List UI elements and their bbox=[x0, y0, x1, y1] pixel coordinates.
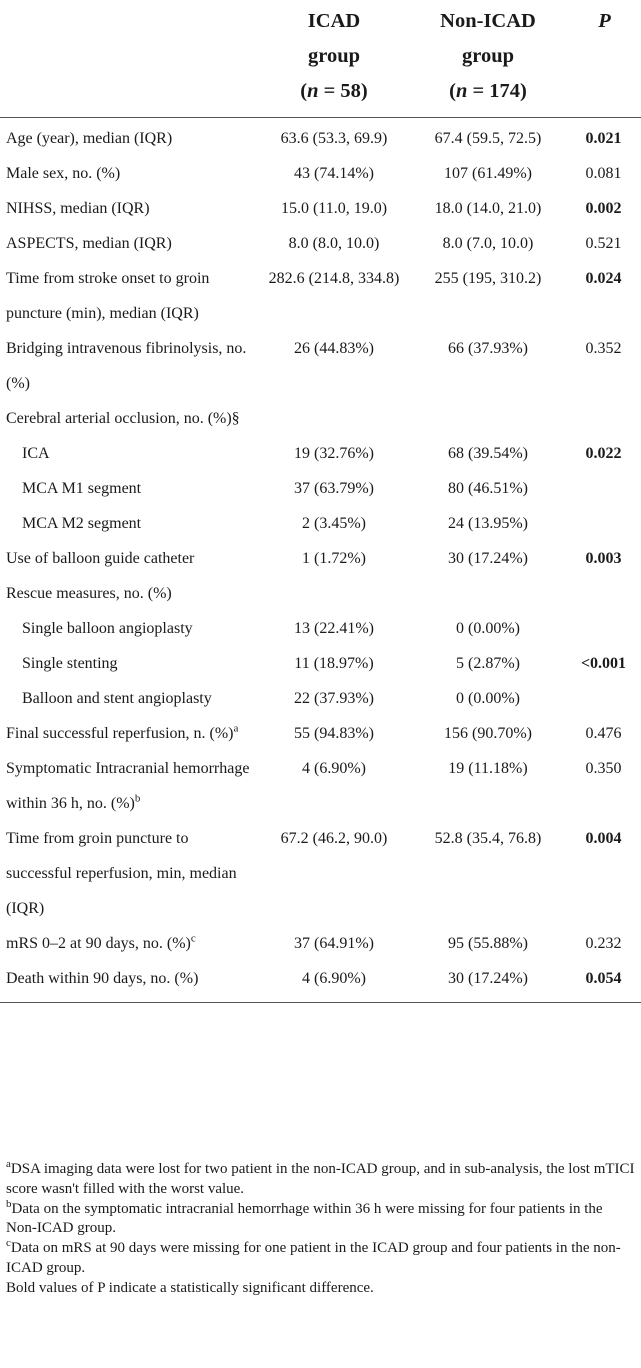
icad-value: 22 (37.93%) bbox=[294, 690, 374, 707]
icad-value: 4 (6.90%) bbox=[302, 970, 366, 987]
footnote-text: Bold values of P indicate a statistically significant difference. bbox=[6, 1279, 374, 1296]
non-icad-value: 19 (11.18%) bbox=[448, 760, 528, 777]
p-value: 0.004 bbox=[585, 830, 622, 847]
non-icad-value bbox=[410, 401, 566, 436]
table-row bbox=[0, 331, 641, 401]
icad-value: 8.0 (8.0, 10.0) bbox=[288, 235, 380, 252]
row-label-text: Time from stroke onset to groin puncture (min), median (IQR) bbox=[6, 270, 210, 322]
row-label-text: Time from groin puncture to successful reperfusion, min, median (IQR) bbox=[6, 830, 237, 917]
header-non-icad-group: Non-ICAD group (n = 174) bbox=[440, 10, 536, 102]
non-icad-value: 255 (195, 310.2) bbox=[434, 270, 542, 287]
icad-value: 55 (94.83%) bbox=[294, 725, 374, 742]
non-icad-value: 66 (37.93%) bbox=[448, 340, 528, 357]
table-row bbox=[0, 821, 641, 926]
header-p-value: P bbox=[598, 10, 611, 32]
row-label-text: Final successful reperfusion, n. (%) bbox=[6, 725, 234, 742]
row-label-text: ICA bbox=[22, 445, 50, 462]
row-label-text: Single balloon angioplasty bbox=[22, 620, 193, 637]
header-characteristic bbox=[0, 0, 258, 118]
table-row bbox=[0, 646, 641, 681]
non-icad-value: 30 (17.24%) bbox=[448, 970, 528, 987]
table-footnotes bbox=[6, 1160, 636, 1299]
row-label-text: MCA M2 segment bbox=[22, 515, 142, 532]
icad-value: 11 (18.97%) bbox=[294, 655, 374, 672]
p-value bbox=[566, 471, 641, 506]
p-value: 0.022 bbox=[585, 445, 622, 462]
footnote-text: DSA imaging data were lost for two patient in the non-ICAD group, and in sub-analysis, the lost mTICI score wasn't filled with the worst value. bbox=[6, 1161, 635, 1197]
table-body bbox=[0, 118, 641, 1003]
footnote bbox=[6, 1160, 636, 1200]
table-row bbox=[0, 261, 641, 331]
icad-value: 13 (22.41%) bbox=[294, 620, 374, 637]
non-icad-value: 67.4 (59.5, 72.5) bbox=[434, 130, 542, 147]
row-label bbox=[0, 961, 258, 1003]
non-icad-value: 52.8 (35.4, 76.8) bbox=[434, 830, 542, 847]
footnote-marker: b bbox=[134, 792, 141, 805]
icad-value: 2 (3.45%) bbox=[302, 515, 366, 532]
p-value bbox=[566, 506, 641, 541]
footnote-text: Data on mRS at 90 days were missing for one patient in the ICAD group and four patients in the non-ICAD group. bbox=[6, 1240, 621, 1276]
icad-value: 37 (64.91%) bbox=[294, 935, 374, 952]
footnote bbox=[6, 1197, 636, 1240]
non-icad-value: 95 (55.88%) bbox=[448, 935, 528, 952]
table-row bbox=[0, 226, 641, 261]
footnote-mark: a bbox=[6, 1158, 11, 1170]
footnote bbox=[6, 1239, 636, 1279]
icad-value: 282.6 (214.8, 334.8) bbox=[268, 270, 400, 287]
header-icad-group: ICAD group (n = 58) bbox=[300, 10, 368, 102]
table-row bbox=[0, 926, 641, 961]
p-value: 0.081 bbox=[585, 165, 622, 182]
table-row bbox=[0, 506, 641, 541]
row-label bbox=[0, 471, 258, 506]
table-row bbox=[0, 541, 641, 576]
row-label-text: Balloon and stent angioplasty bbox=[22, 690, 212, 707]
p-value bbox=[566, 611, 641, 646]
row-label-text: mRS 0–2 at 90 days, no. (%) bbox=[6, 935, 191, 952]
non-icad-value: 156 (90.70%) bbox=[444, 725, 532, 742]
row-label-text: Rescue measures, no. (%) bbox=[6, 585, 172, 602]
row-label-text: MCA M1 segment bbox=[22, 480, 142, 497]
icad-value: 67.2 (46.2, 90.0) bbox=[280, 830, 388, 847]
row-label bbox=[0, 751, 258, 821]
row-label bbox=[0, 576, 258, 611]
icad-value: 15.0 (11.0, 19.0) bbox=[280, 200, 388, 217]
icad-value: 37 (63.79%) bbox=[294, 480, 374, 497]
table-header bbox=[0, 0, 641, 118]
row-label bbox=[0, 436, 258, 471]
table-row bbox=[0, 436, 641, 471]
p-value: 0.054 bbox=[585, 970, 622, 987]
icad-value: 43 (74.14%) bbox=[294, 165, 374, 182]
icad-value: 1 (1.72%) bbox=[302, 550, 366, 567]
table-row bbox=[0, 716, 641, 751]
row-label-text: Cerebral arterial occlusion, no. (%)§ bbox=[6, 410, 240, 427]
icad-value: 26 (44.83%) bbox=[294, 340, 374, 357]
row-label bbox=[0, 681, 258, 716]
table-row bbox=[0, 681, 641, 716]
non-icad-value: 30 (17.24%) bbox=[448, 550, 528, 567]
row-label-text: Single stenting bbox=[22, 655, 118, 672]
table-row bbox=[0, 961, 641, 1003]
footnote-text: Data on the symptomatic intracranial hemorrhage within 36 h were missing for four patients in the Non-ICAD group. bbox=[6, 1200, 603, 1237]
table-row bbox=[0, 156, 641, 191]
table-row bbox=[0, 191, 641, 226]
p-value: 0.232 bbox=[585, 935, 622, 952]
row-label-text: ASPECTS, median (IQR) bbox=[6, 235, 172, 252]
p-value bbox=[566, 576, 641, 611]
footnote-marker: a bbox=[233, 722, 239, 735]
p-value: 0.002 bbox=[585, 200, 622, 217]
row-label-text: Age (year), median (IQR) bbox=[6, 130, 173, 147]
icad-value bbox=[258, 576, 410, 611]
non-icad-value: 5 (2.87%) bbox=[456, 655, 520, 672]
icad-value: 63.6 (53.3, 69.9) bbox=[280, 130, 388, 147]
table-row bbox=[0, 118, 641, 157]
footnote bbox=[6, 1279, 636, 1299]
non-icad-value: 107 (61.49%) bbox=[444, 165, 532, 182]
row-label-text: Death within 90 days, no. (%) bbox=[6, 970, 199, 987]
row-label bbox=[0, 156, 258, 191]
row-label-text: Symptomatic Intracranial hemorrhage within 36 h, no. (%) bbox=[6, 760, 250, 812]
row-label bbox=[0, 118, 258, 157]
non-icad-value: 18.0 (14.0, 21.0) bbox=[434, 200, 542, 217]
row-label bbox=[0, 646, 258, 681]
row-label bbox=[0, 611, 258, 646]
footnote-marker: c bbox=[190, 932, 196, 945]
header-row bbox=[0, 0, 641, 118]
row-label-text: Use of balloon guide catheter bbox=[6, 550, 195, 567]
non-icad-value: 0 (0.00%) bbox=[456, 620, 520, 637]
p-value: 0.021 bbox=[585, 130, 622, 147]
p-value: 0.350 bbox=[585, 760, 622, 777]
footnote-mark: c bbox=[6, 1237, 11, 1250]
table-row bbox=[0, 401, 641, 436]
p-value bbox=[566, 401, 641, 436]
table-row bbox=[0, 611, 641, 646]
table-row bbox=[0, 751, 641, 821]
icad-value bbox=[258, 401, 410, 436]
row-label bbox=[0, 226, 258, 261]
footnote-mark: b bbox=[6, 1197, 12, 1210]
non-icad-value: 0 (0.00%) bbox=[456, 690, 520, 707]
row-label bbox=[0, 506, 258, 541]
row-label bbox=[0, 821, 258, 926]
row-label bbox=[0, 261, 258, 331]
row-label bbox=[0, 401, 258, 436]
icad-value: 19 (32.76%) bbox=[294, 445, 374, 462]
p-value: 0.476 bbox=[585, 725, 622, 742]
row-label bbox=[0, 716, 258, 751]
p-value: <0.001 bbox=[580, 655, 627, 672]
row-label bbox=[0, 331, 258, 401]
non-icad-value bbox=[410, 576, 566, 611]
p-value: 0.024 bbox=[585, 270, 622, 287]
p-value: 0.521 bbox=[585, 235, 622, 252]
table-row bbox=[0, 576, 641, 611]
p-value: 0.003 bbox=[585, 550, 622, 567]
p-value: 0.352 bbox=[585, 340, 622, 357]
icad-value: 4 (6.90%) bbox=[302, 760, 366, 777]
table-row bbox=[0, 471, 641, 506]
non-icad-value: 80 (46.51%) bbox=[448, 480, 528, 497]
non-icad-value: 8.0 (7.0, 10.0) bbox=[442, 235, 534, 252]
row-label-text: Bridging intravenous fibrinolysis, no. (%) bbox=[6, 340, 247, 392]
non-icad-value: 68 (39.54%) bbox=[448, 445, 528, 462]
p-value bbox=[566, 681, 641, 716]
row-label bbox=[0, 541, 258, 576]
row-label-text: Male sex, no. (%) bbox=[6, 165, 121, 182]
row-label bbox=[0, 191, 258, 226]
row-label-text: NIHSS, median (IQR) bbox=[6, 200, 150, 217]
non-icad-value: 24 (13.95%) bbox=[448, 515, 528, 532]
row-label bbox=[0, 926, 258, 961]
